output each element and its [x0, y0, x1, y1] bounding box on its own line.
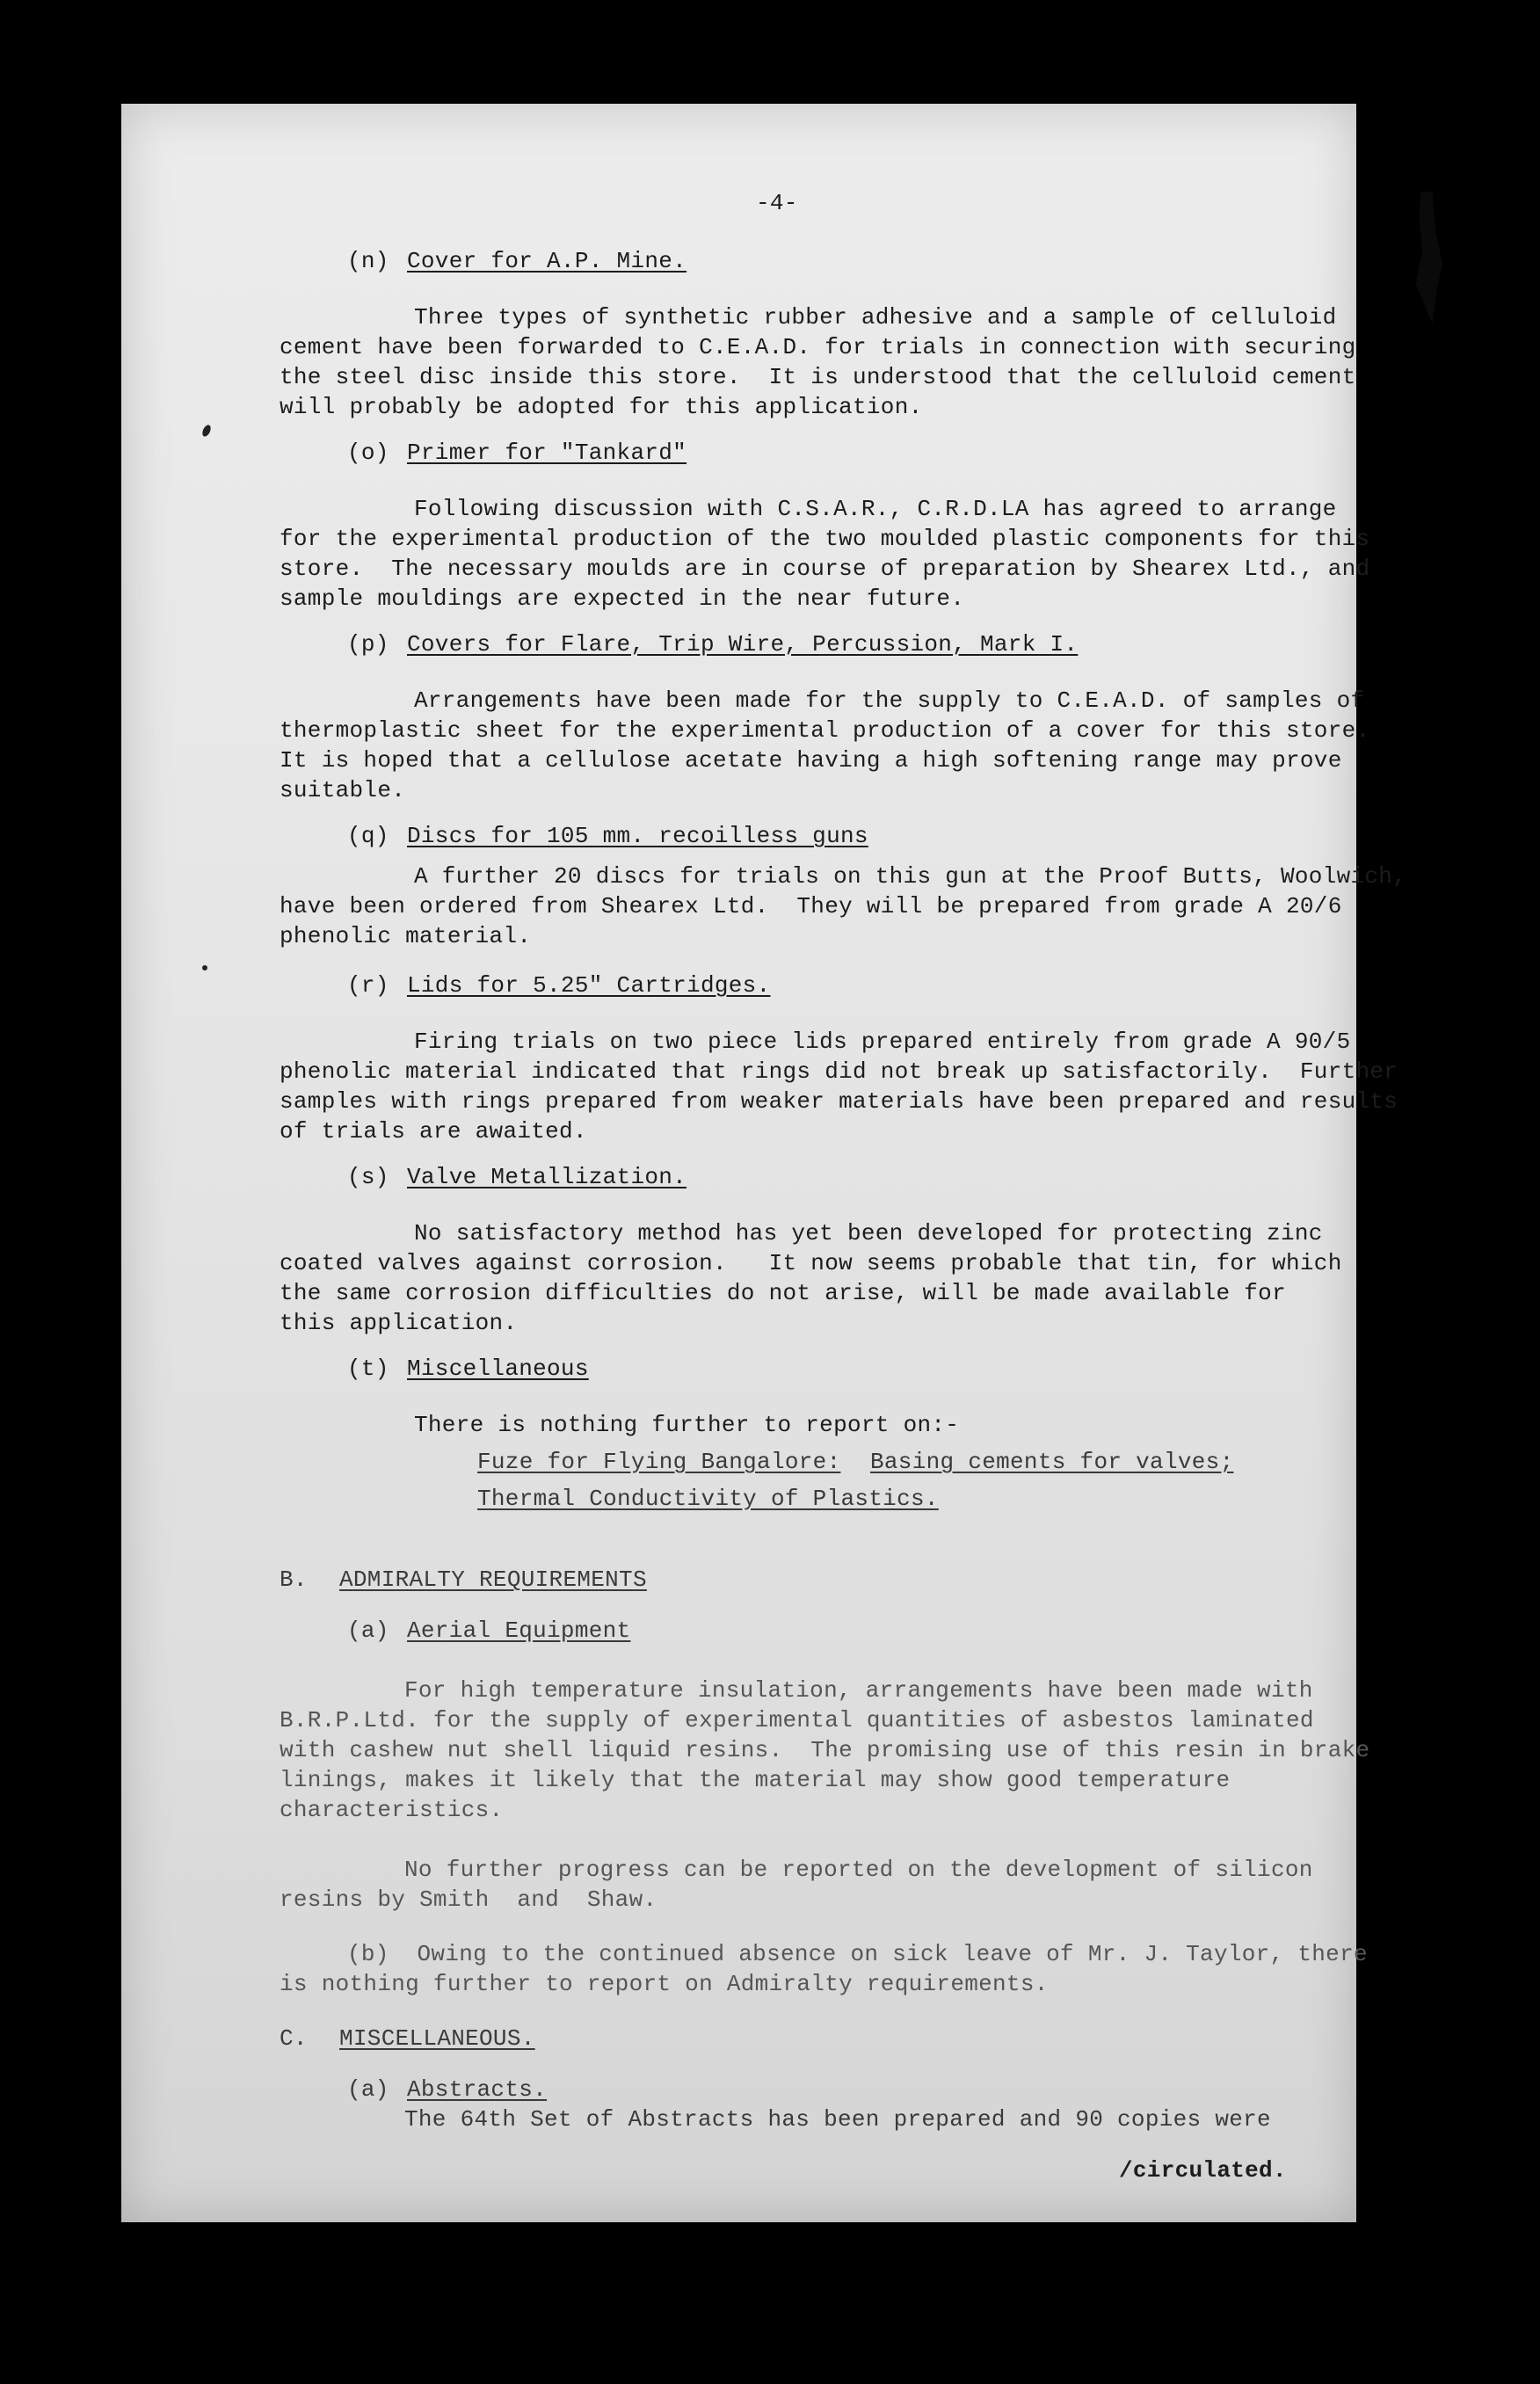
- ink-speck: [202, 965, 207, 970]
- item-r-line: of trials are awaited.: [280, 1118, 587, 1145]
- item-r-heading: Lids for 5.25" Cartridges.: [407, 972, 771, 999]
- item-n-line: Three types of synthetic rubber adhesive and a sample of celluloid: [414, 304, 1337, 331]
- section-b-a-line: linings, makes it likely that the material may show good temperature: [280, 1767, 1231, 1793]
- item-o-label: (o): [347, 440, 389, 466]
- section-b-a-label: (a): [347, 1617, 389, 1644]
- item-s-line: this application.: [280, 1310, 518, 1336]
- item-q-line: A further 20 discs for trials on this gun at the Proof Butts, Woolwich,: [414, 863, 1407, 890]
- item-s-line: No satisfactory method has yet been developed for protecting zinc: [414, 1220, 1323, 1247]
- section-b-a-line: resins by Smith and Shaw.: [280, 1886, 657, 1913]
- section-b-heading: ADMIRALTY REQUIREMENTS: [339, 1566, 647, 1593]
- section-b-a-line: with cashew nut shell liquid resins. The promising use of this resin in brake: [280, 1737, 1370, 1763]
- item-o-line: for the experimental production of the two moulded plastic components for this: [280, 526, 1370, 552]
- item-p-line: suitable.: [280, 777, 406, 803]
- section-b-a-heading: Aerial Equipment: [407, 1617, 631, 1644]
- item-p-line: thermoplastic sheet for the experimental production of a cover for this store.: [280, 717, 1370, 744]
- item-q-line: phenolic material.: [280, 923, 532, 949]
- section-b-b-line: (b) Owing to the continued absence on sick leave of Mr. J. Taylor, there: [347, 1941, 1368, 1967]
- item-r-line: phenolic material indicated that rings did not break up satisfactorily. Further: [280, 1058, 1398, 1085]
- item-s-line: coated valves against corrosion. It now seems probable that tin, for which: [280, 1250, 1342, 1276]
- item-p-line: Arrangements have been made for the supply to C.E.A.D. of samples of: [414, 687, 1365, 714]
- section-b-label: B.: [280, 1566, 308, 1593]
- item-o-line: Following discussion with C.S.A.R., C.R.D.LA has agreed to arrange: [414, 496, 1337, 522]
- item-t-label: (t): [347, 1356, 389, 1382]
- item-o-line: store. The necessary moulds are in course of preparation by Shearex Ltd., and: [280, 556, 1370, 582]
- item-o-heading: Primer for "Tankard": [407, 440, 687, 466]
- document-page: [121, 104, 1407, 2222]
- item-s-heading: Valve Metallization.: [407, 1164, 687, 1190]
- item-t-list-entry: Fuze for Flying Bangalore:: [477, 1449, 841, 1475]
- item-t-list-entry: Basing cements for valves;: [870, 1449, 1234, 1475]
- section-c-a-heading: Abstracts.: [407, 2076, 548, 2103]
- section-b-a-line: characteristics.: [280, 1797, 504, 1823]
- section-c-a-line: The 64th Set of Abstracts has been prepared and 90 copies were: [404, 2106, 1271, 2133]
- item-n-line: the steel disc inside this store. It is understood that the celluloid cement: [280, 364, 1356, 390]
- section-b-a-line: B.R.P.Ltd. for the supply of experimental quantities of asbestos laminated: [280, 1707, 1314, 1733]
- item-t-list-entry: Thermal Conductivity of Plastics.: [477, 1486, 939, 1512]
- item-n-line: will probably be adopted for this application.: [280, 394, 923, 420]
- item-o-line: sample mouldings are expected in the near future.: [280, 585, 965, 612]
- item-q-heading: Discs for 105 mm. recoilless guns: [407, 823, 868, 849]
- item-s-line: the same corrosion difficulties do not arise, will be made available for: [280, 1280, 1286, 1306]
- section-c-a-label: (a): [347, 2076, 389, 2103]
- item-r-line: samples with rings prepared from weaker materials have been prepared and results: [280, 1088, 1398, 1115]
- section-c-label: C.: [280, 2025, 308, 2052]
- section-b-a-line: No further progress can be reported on the development of silicon: [404, 1857, 1313, 1883]
- section-b-b-line: is nothing further to report on Admiralty requirements.: [280, 1971, 1049, 1997]
- item-n-line: cement have been forwarded to C.E.A.D. for trials in connection with securing: [280, 334, 1356, 360]
- item-t-intro: There is nothing further to report on:-: [414, 1412, 960, 1438]
- item-r-label: (r): [347, 972, 389, 999]
- page-number: -4-: [756, 190, 798, 216]
- binding-tab-mark: [1409, 192, 1442, 323]
- item-n-label: (n): [347, 248, 389, 274]
- section-c-heading: MISCELLANEOUS.: [339, 2025, 535, 2052]
- item-p-line: It is hoped that a cellulose acetate having a high softening range may prove: [280, 747, 1342, 774]
- continuation-note: /circulated.: [1119, 2157, 1287, 2184]
- section-b-a-line: For high temperature insulation, arrangements have been made with: [404, 1677, 1313, 1704]
- ink-speck: [200, 424, 212, 438]
- item-r-line: Firing trials on two piece lids prepared entirely from grade A 90/5: [414, 1028, 1351, 1055]
- item-s-label: (s): [347, 1164, 389, 1190]
- item-n-heading: Cover for A.P. Mine.: [407, 248, 687, 274]
- item-p-heading: Covers for Flare, Trip Wire, Percussion, Mark I.: [407, 631, 1079, 658]
- item-q-line: have been ordered from Shearex Ltd. They will be prepared from grade A 20/6: [280, 893, 1342, 919]
- item-q-label: (q): [347, 823, 389, 849]
- item-t-heading: Miscellaneous: [407, 1356, 589, 1382]
- item-p-label: (p): [347, 631, 389, 658]
